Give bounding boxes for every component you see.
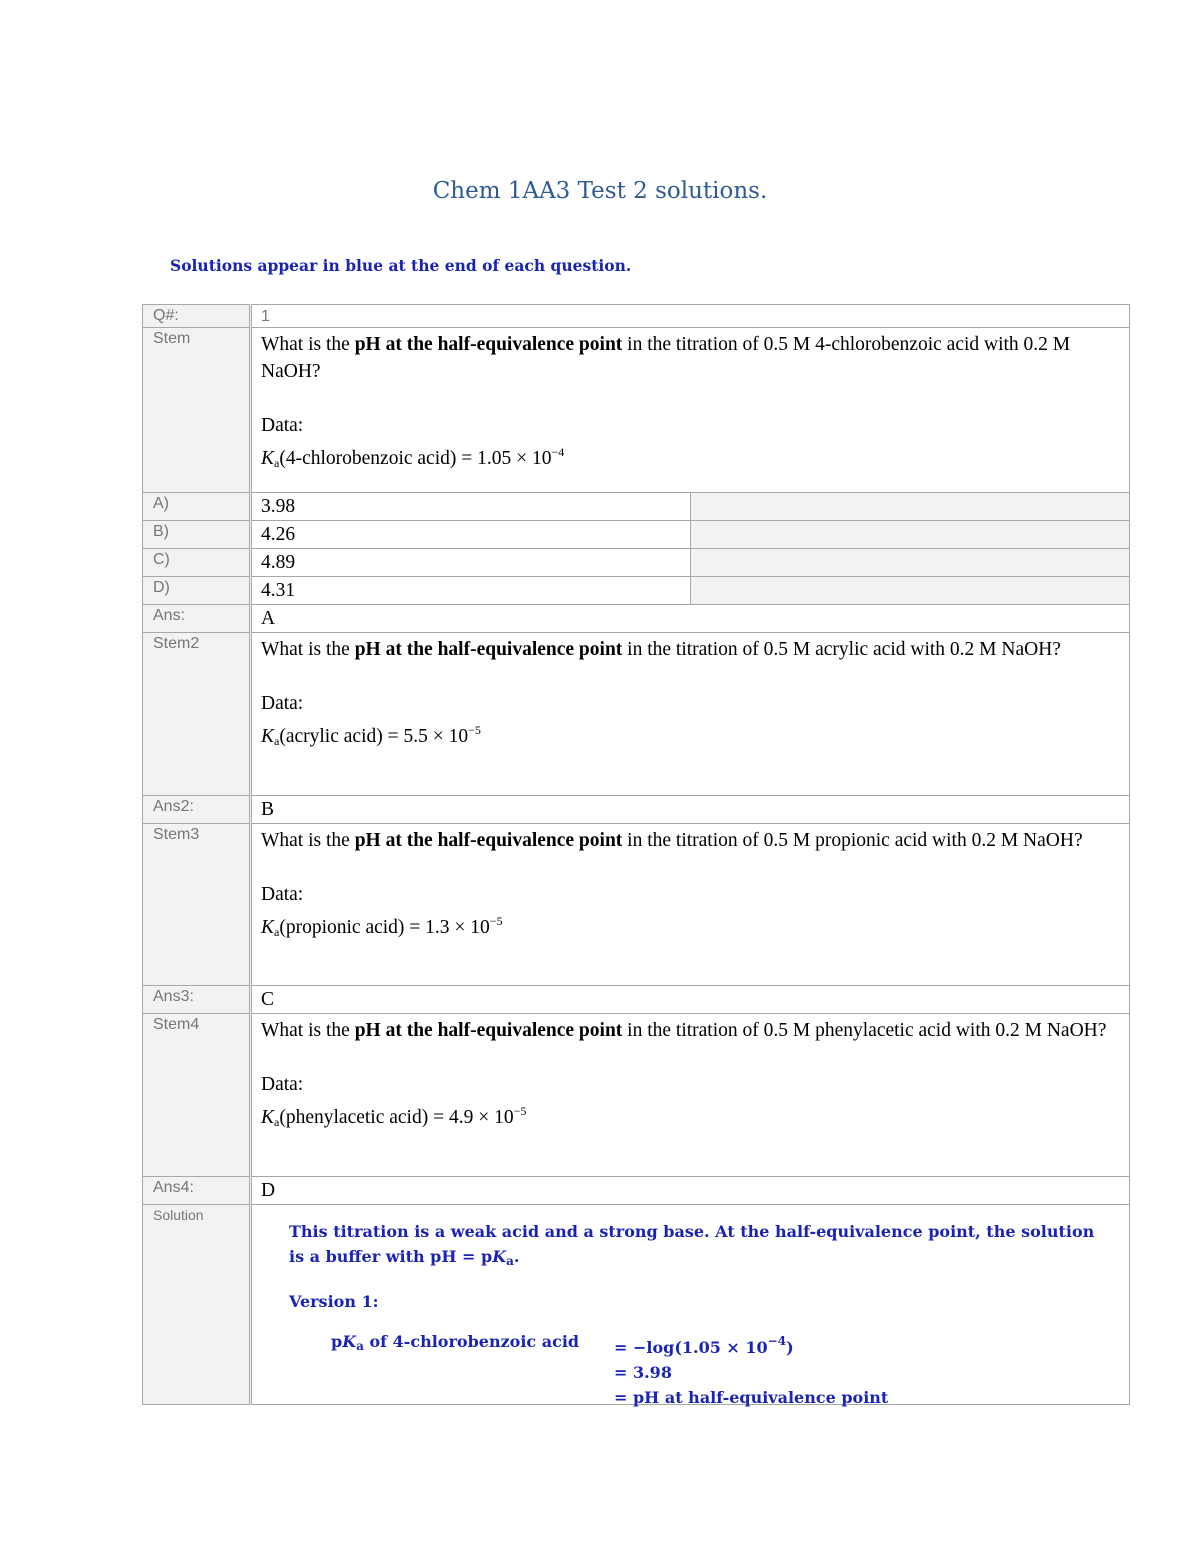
stem-cell <box>251 328 1130 493</box>
ans2-label: Ans2: <box>143 796 251 824</box>
ka-line: $K_a(4$-chlorobenzoic acid) = $1.05 \times 10^{-4}$ <box>261 445 565 470</box>
ans4-cell <box>251 1177 1130 1205</box>
solution-label: Solution <box>143 1205 251 1405</box>
calc-rhs: = $-\log(1.05 \times 10^{-4})$ = 3.98 = pH at half-equivalence point <box>614 1334 889 1407</box>
option-d-mark <box>690 577 1130 605</box>
stem4-cell <box>251 1014 1130 1177</box>
stem-2: What is the pH at the half-equivalence point in the titration of 0.5 M acrylic acid with 0.2 M NaOH? Data: $K_a(acrylic$ acid) = $5.5 \times 10^{-5}$ <box>261 639 1061 748</box>
ans-cell <box>251 605 1130 633</box>
data-label: Data: <box>261 415 304 436</box>
stem3-label: Stem3 <box>143 824 251 986</box>
option-d-label: D) <box>143 577 251 605</box>
ans4-label: Ans4: <box>143 1177 251 1205</box>
stem3-cell <box>251 824 1130 986</box>
option-b-label: B) <box>143 521 251 549</box>
stem2-label: Stem2 <box>143 633 251 796</box>
ans2-cell <box>251 796 1130 824</box>
ans-label: Ans: <box>143 605 251 633</box>
option-b-mark <box>690 521 1130 549</box>
option-a: 3.98 <box>251 493 691 521</box>
ans3-label: Ans3: <box>143 986 251 1014</box>
option-c-mark <box>690 549 1130 577</box>
answer-4: D <box>261 1180 276 1201</box>
option-b: 4.26 <box>251 521 691 549</box>
option-a-label: A) <box>143 493 251 521</box>
solution-version: Version 1: <box>289 1292 379 1311</box>
qnum-label: Q#: <box>143 305 251 328</box>
answer-3: C <box>261 989 275 1010</box>
option-c: 4.89 <box>251 549 691 577</box>
answer-2: B <box>261 799 275 820</box>
question-table <box>142 304 1130 1405</box>
stem-4: What is the pH at the half-equivalence point in the titration of 0.5 M phenylacetic acid with 0.2 M NaOH? Data: $K_a(phenylacetic$ acid) = $4.9 \times 10^{-5}$ <box>261 1020 1107 1129</box>
stem-label: Stem <box>143 328 251 493</box>
stem2-cell <box>251 633 1130 796</box>
intro-note: Solutions appear in blue at the end of each question. <box>170 256 632 275</box>
stem-3: What is the pH at the half-equivalence point in the titration of 0.5 M propionic acid with 0.2 M NaOH? Data: $K_a(propionic$ acid) = $1.3 \times 10^{-5}$ <box>261 830 1083 939</box>
solution-calculation <box>289 1329 1099 1407</box>
option-a-mark <box>690 493 1130 521</box>
solution-text <box>252 1205 1129 1407</box>
stem-1: What is the pH at the half-equivalence point in the titration of 0.5 M 4-chlorobenzoic acid with 0.2 M NaOH? Data: $K_a(4$-chlorobenzoic acid) = $1.05 \times 10^{-4}$ <box>252 328 1129 477</box>
calc-lhs: $pK_a$ of 4-chlorobenzoic acid <box>331 1332 580 1353</box>
solution-intro: This titration is a weak acid and a strong base. At the half-equivalence point, the solution is a buffer with pH = $pK_a$. <box>289 1222 1095 1268</box>
solution-cell <box>251 1205 1130 1405</box>
question-number: 1 <box>261 308 270 325</box>
document-title: Chem 1AA3 Test 2 solutions. <box>432 178 768 204</box>
option-c-label: C) <box>143 549 251 577</box>
qnum-cell <box>251 305 1130 328</box>
option-d: 4.31 <box>251 577 691 605</box>
ans3-cell <box>251 986 1130 1014</box>
answer-1: A <box>261 608 276 629</box>
stem4-label: Stem4 <box>143 1014 251 1177</box>
